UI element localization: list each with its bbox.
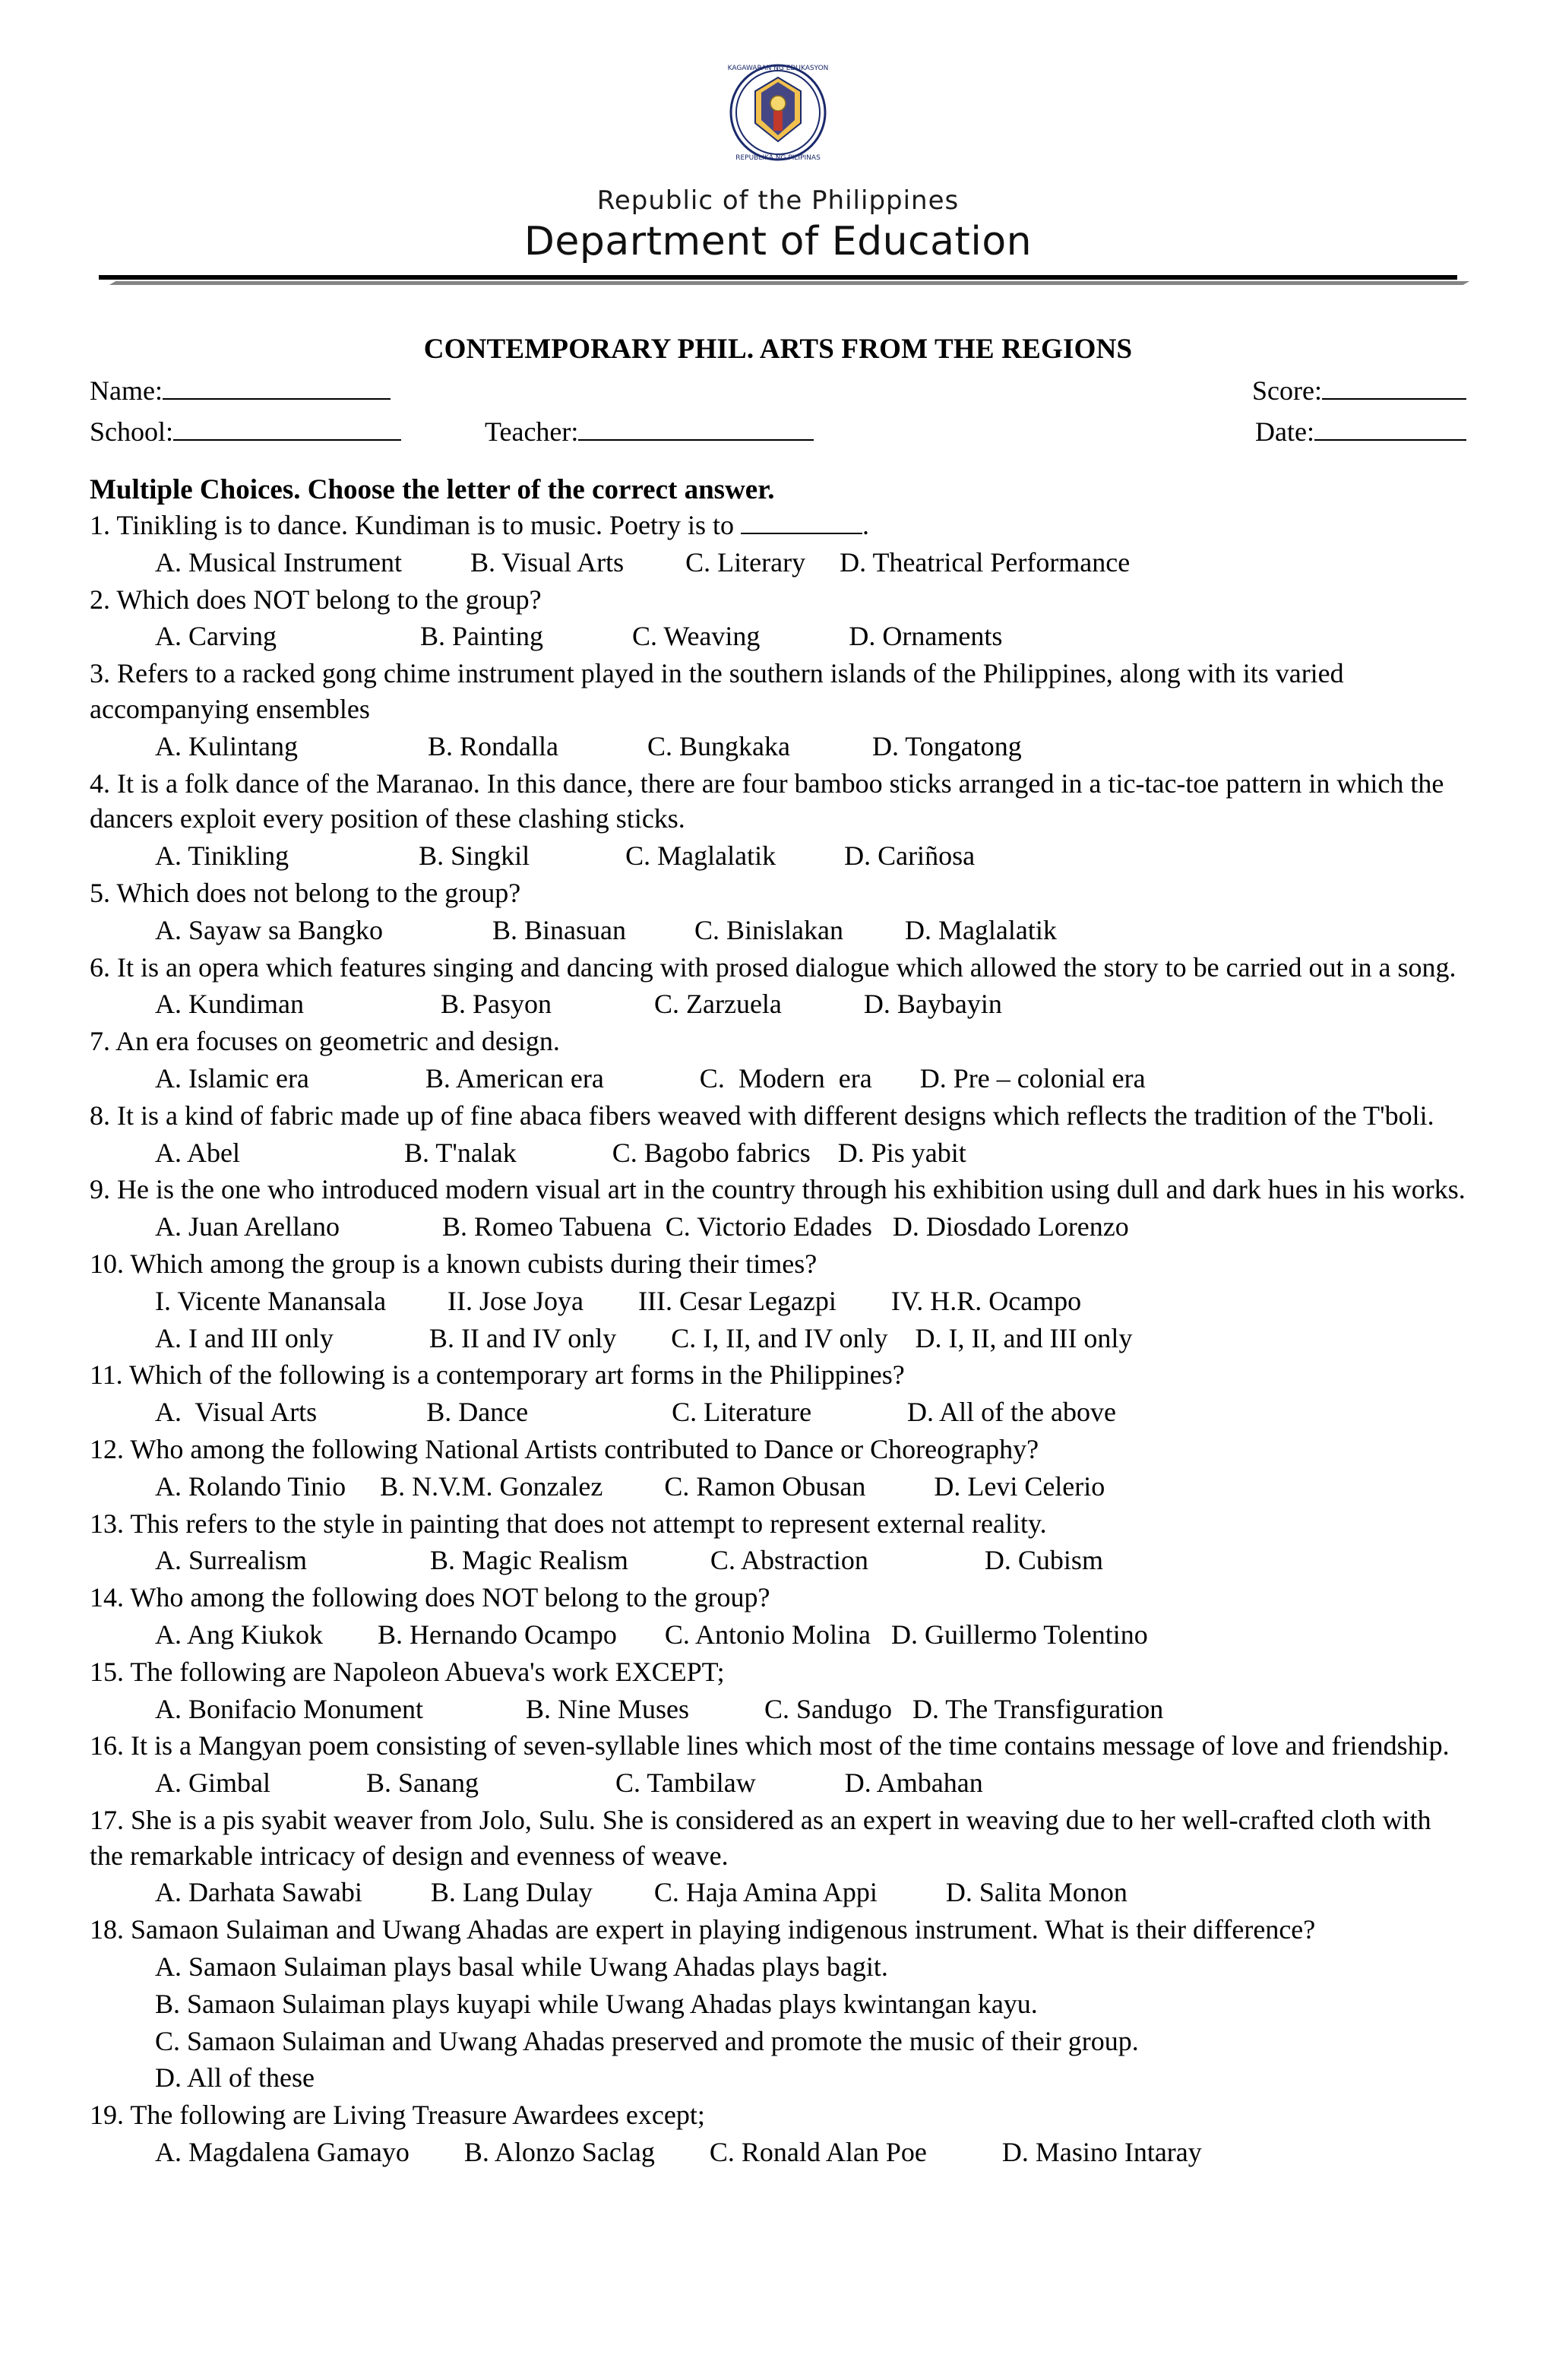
svg-text:KAGAWARAN NG EDUKASYON: KAGAWARAN NG EDUKASYON xyxy=(727,65,829,72)
question-stem: 14. Who among the following does NOT belong to the group? xyxy=(90,1582,770,1613)
date-input[interactable] xyxy=(1314,419,1466,441)
question-options[interactable]: A. Rolando Tinio B. N.V.M. Gonzalez C. Ramon Obusan D. Levi Celerio xyxy=(155,1470,1105,1502)
question-stem: 16. It is a Mangyan poem consisting of seven-syllable lines which most of the time contains message of love and friendship. xyxy=(90,1730,1450,1761)
question-stem-text: 1. Tinikling is to dance. Kundiman is to music. Poetry is to xyxy=(90,510,742,540)
republic-line: Republic of the Philippines xyxy=(596,185,960,216)
school-label: School: xyxy=(90,416,174,447)
question-option[interactable]: A. Samaon Sulaiman plays basal while Uwang Ahadas plays bagit. xyxy=(155,1951,888,1983)
question-options[interactable]: A. Kulintang B. Rondalla C. Bungkaka D. Tongatong xyxy=(155,730,1022,761)
score-input[interactable] xyxy=(1322,378,1466,400)
school-teacher-date-row xyxy=(90,416,1466,448)
question-options[interactable]: A. I and III only B. II and IV only C. I, II, and IV only D. I, II, and III only xyxy=(155,1322,1133,1353)
question-stem: 12. Who among the following National Artists contributed to Dance or Choreography? xyxy=(90,1433,1039,1464)
question-options[interactable]: A. Abel B. T'nalak C. Bagobo fabrics D. Pis yabit xyxy=(155,1137,966,1168)
deped-seal-icon xyxy=(710,44,846,181)
question-stem: 15. The following are Napoleon Abueva's work EXCEPT; xyxy=(90,1656,725,1687)
question-stem: 8. It is a kind of fabric made up of fine abaca fibers weaved with different designs which reflects the tradition of the T'boli. xyxy=(90,1100,1434,1131)
question-stem: 9. He is the one who introduced modern visual art in the country through his exhibition using dull and dark hues in his works. xyxy=(90,1174,1466,1205)
question-stem: 7. An era focuses on geometric and design. xyxy=(90,1026,560,1057)
teacher-label: Teacher: xyxy=(485,416,579,447)
question-options-roman: I. Vicente Manansala II. Jose Joya III. Cesar Legazpi IV. H.R. Ocampo xyxy=(155,1285,1082,1316)
instruction-text: Multiple Choices. Choose the letter of the correct answer. xyxy=(90,474,775,505)
question-options[interactable]: A. Musical Instrument B. Visual Arts C. Literary D. Theatrical Performance xyxy=(155,546,1131,578)
name-score-row xyxy=(90,375,1466,407)
question-options[interactable]: A. Surrealism B. Magic Realism C. Abstraction D. Cubism xyxy=(155,1545,1103,1576)
question-stem: 13. This refers to the style in painting that does not attempt to represent external reality. xyxy=(90,1508,1047,1539)
header-divider xyxy=(90,272,1466,292)
question-stem: 10. Which among the group is a known cubists during their times? xyxy=(90,1248,818,1279)
name-input[interactable] xyxy=(163,378,391,400)
question-option[interactable]: C. Samaon Sulaiman and Uwang Ahadas preserved and promote the music of their group. xyxy=(155,2025,1139,2056)
question-stem: 4. It is a folk dance of the Maranao. In this dance, there are four bamboo sticks arranged in a tic-tac-toe pattern in which the dancers exploit every position of these clashing sticks. xyxy=(90,767,1444,834)
question-option[interactable]: B. Samaon Sulaiman plays kuyapi while Uwang Ahadas plays kwintangan kayu. xyxy=(155,1988,1038,2019)
question-stem xyxy=(90,508,1466,543)
svg-text:REPUBLIKA NG PILIPINAS: REPUBLIKA NG PILIPINAS xyxy=(735,154,821,162)
school-input[interactable] xyxy=(173,419,401,441)
question-option[interactable]: D. All of these xyxy=(155,2062,315,2094)
date-label: Date: xyxy=(1255,416,1314,447)
question-options[interactable]: A. Carving B. Painting C. Weaving D. Ornaments xyxy=(155,621,1003,652)
question-stem: 11. Which of the following is a contemporary art forms in the Philippines? xyxy=(90,1359,905,1391)
teacher-input[interactable] xyxy=(578,419,814,441)
question-stem: 6. It is an opera which features singing and dancing with prosed dialogue which allowed the story to be carried out in a song. xyxy=(90,951,1456,983)
question-options[interactable]: A. Kundiman B. Pasyon C. Zarzuela D. Baybayin xyxy=(155,989,1002,1020)
score-label: Score: xyxy=(1252,375,1322,406)
question-options[interactable]: A. Gimbal B. Sanang C. Tambilaw D. Ambahan xyxy=(155,1768,983,1799)
page-title: CONTEMPORARY PHIL. ARTS FROM THE REGIONS xyxy=(423,334,1133,365)
question-options[interactable]: A. Tinikling B. Singkil C. Maglalatik D. Cariñosa xyxy=(155,840,976,872)
question-stem: 5. Which does not belong to the group? xyxy=(90,877,521,908)
question-options[interactable]: A. Islamic era B. American era C. Modern era D. Pre – colonial era xyxy=(155,1062,1146,1093)
questions-list xyxy=(90,508,1466,2170)
question-stem: 19. The following are Living Treasure Awardees except; xyxy=(90,2100,705,2131)
question-stem: 17. She is a pis syabit weaver from Jolo, Sulu. She is considered as an expert in weaving due to her well-crafted cloth with the remarkable intricacy of design and evenness of weave. xyxy=(90,1804,1431,1871)
question-stem: 18. Samaon Sulaiman and Uwang Ahadas are expert in playing indigenous instrument. What is their difference? xyxy=(90,1914,1316,1945)
question-options[interactable]: A. Magdalena Gamayo B. Alonzo Saclag C. Ronald Alan Poe D. Masino Intaray xyxy=(155,2137,1202,2168)
question-stem: 2. Which does NOT belong to the group? xyxy=(90,584,542,615)
letterhead xyxy=(90,44,1466,292)
question-options[interactable]: A. Visual Arts B. Dance C. Literature D. All of the above xyxy=(155,1397,1116,1428)
answer-blank[interactable] xyxy=(741,514,862,534)
question-stem: 3. Refers to a racked gong chime instrument played in the southern islands of the Philippines, along with its varied accompanying ensembles xyxy=(90,658,1344,724)
question-options[interactable]: A. Ang Kiukok B. Hernando Ocampo C. Antonio Molina D. Guillermo Tolentino xyxy=(155,1619,1148,1650)
department-line: Department of Education xyxy=(523,219,1033,264)
question-options[interactable]: A. Bonifacio Monument B. Nine Muses C. Sandugo D. The Transfiguration xyxy=(155,1693,1164,1724)
name-label: Name: xyxy=(90,375,163,406)
question-options[interactable]: A. Sayaw sa Bangko B. Binasuan C. Binislakan D. Maglalatik xyxy=(155,914,1057,945)
question-stem-tail: . xyxy=(862,510,870,540)
question-options[interactable]: A. Juan Arellano B. Romeo Tabuena C. Victorio Edades D. Diosdado Lorenzo xyxy=(155,1211,1129,1242)
question-options[interactable]: A. Darhata Sawabi B. Lang Dulay C. Haja Amina Appi D. Salita Monon xyxy=(155,1877,1127,1908)
